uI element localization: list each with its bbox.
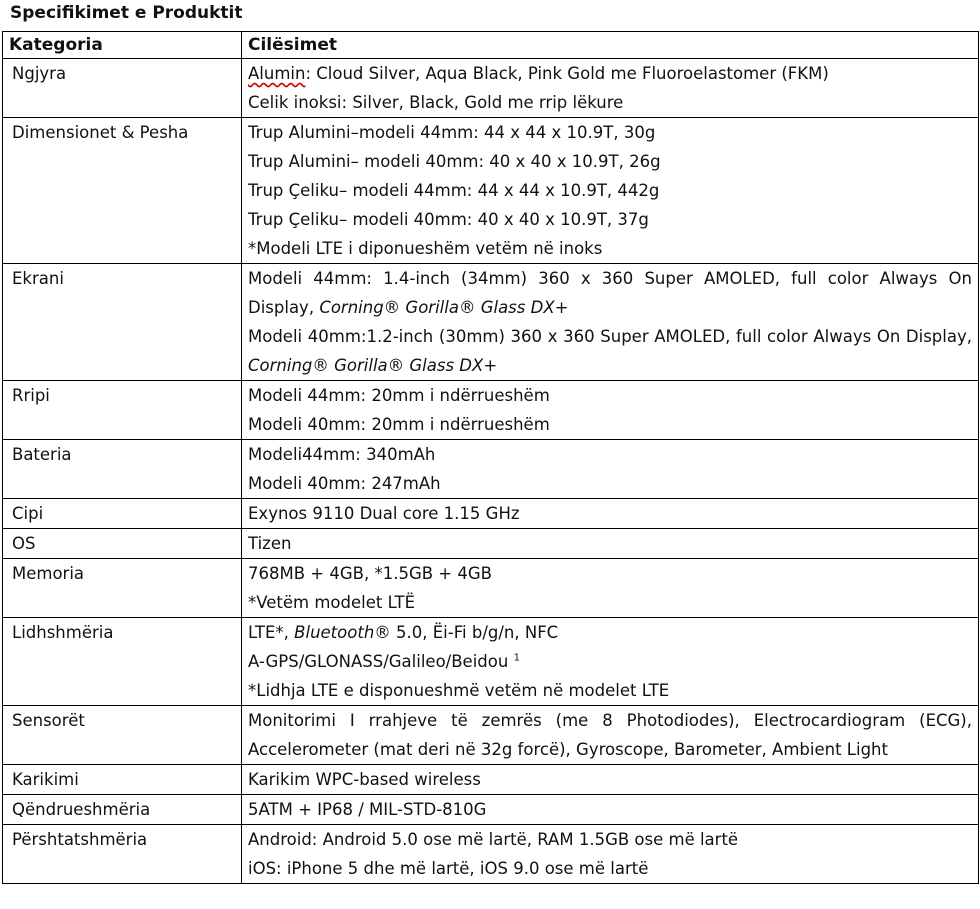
label-color: Ngjyra bbox=[3, 59, 242, 118]
display-line-2: Modeli 40mm:1.2-inch (30mm) 360 x 360 Super AMOLED, full color Always On Display, Corning® Gorilla® Glass DX+ bbox=[248, 327, 972, 375]
value-connectivity bbox=[242, 618, 979, 706]
charging-line-1: Karikim WPC-based wireless bbox=[248, 770, 481, 789]
dimensions-line-4: Trup Çeliku– modeli 40mm: 40 x 40 x 10.9T, 37g bbox=[248, 210, 649, 229]
compatibility-line-1: Android: Android 5.0 ose më lartë, RAM 1.5GB ose më lartë bbox=[248, 830, 739, 849]
value-compatibility bbox=[242, 825, 979, 884]
row-display bbox=[3, 264, 979, 381]
value-durability bbox=[242, 795, 979, 825]
label-connectivity: Lidhshmëria bbox=[3, 618, 242, 706]
row-compatibility bbox=[3, 825, 979, 884]
row-battery bbox=[3, 440, 979, 499]
header-row bbox=[3, 32, 979, 59]
header-category: Kategoria bbox=[3, 32, 242, 59]
color-line-2: Celik inoksi: Silver, Black, Gold me rrip lëkure bbox=[248, 93, 624, 112]
spellcheck-word: Alumin bbox=[248, 64, 306, 83]
label-os: OS bbox=[3, 529, 242, 559]
row-charging bbox=[3, 765, 979, 795]
row-connectivity bbox=[3, 618, 979, 706]
label-durability: Qëndrueshmëria bbox=[3, 795, 242, 825]
value-display bbox=[242, 264, 979, 381]
row-strap bbox=[3, 381, 979, 440]
row-os bbox=[3, 529, 979, 559]
row-color bbox=[3, 59, 979, 118]
label-battery: Bateria bbox=[3, 440, 242, 499]
label-display: Ekrani bbox=[3, 264, 242, 381]
memory-line-2: *Vetëm modelet LTË bbox=[248, 593, 416, 612]
value-dimensions bbox=[242, 118, 979, 264]
dimensions-line-1: Trup Alumini–modeli 44mm: 44 x 44 x 10.9T, 30g bbox=[248, 123, 656, 142]
os-line-1: Tizen bbox=[248, 534, 292, 553]
table-title: Specifikimet e Produktit bbox=[10, 3, 243, 23]
value-sensors bbox=[242, 706, 979, 765]
value-charging bbox=[242, 765, 979, 795]
label-compatibility: Përshtatshmëria bbox=[3, 825, 242, 884]
label-chip: Cipi bbox=[3, 499, 242, 529]
color-line-1: : Cloud Silver, Aqua Black, Pink Gold me Fluoroelastomer (FKM) bbox=[305, 64, 829, 83]
durability-line-1: 5ATM + IP68 / MIL-STD-810G bbox=[248, 800, 487, 819]
value-color bbox=[242, 59, 979, 118]
sensors-line-1: Monitorimi I rrahjeve të zemrës (me 8 Photodiodes), Electrocardiogram (ECG), Accelerometer (mat deri në 32g forcë), Gyroscope, Barometer, Ambient Light bbox=[248, 711, 972, 759]
compatibility-line-2: iOS: iPhone 5 dhe më lartë, iOS 9.0 ose më lartë bbox=[248, 859, 649, 878]
spec-table bbox=[2, 31, 979, 884]
connectivity-line-2: A-GPS/GLONASS/Galileo/Beidou $^1$ bbox=[248, 652, 520, 671]
connectivity-line-3: *Lidhja LTE e disponueshmë vetëm në modelet LTE bbox=[248, 681, 670, 700]
row-dimensions bbox=[3, 118, 979, 264]
value-memory bbox=[242, 559, 979, 618]
chip-line-1: Exynos 9110 Dual core 1.15 GHz bbox=[248, 504, 520, 523]
row-memory bbox=[3, 559, 979, 618]
dimensions-line-3: Trup Çeliku– modeli 44mm: 44 x 44 x 10.9T, 442g bbox=[248, 181, 660, 200]
label-strap: Rripi bbox=[3, 381, 242, 440]
row-chip bbox=[3, 499, 979, 529]
footnote-marker: 1 bbox=[513, 652, 520, 664]
label-dimensions: Dimensionet & Pesha bbox=[3, 118, 242, 264]
connectivity-line-1: LTE*, Bluetooth® 5.0, Ëi-Fi b/g/n, NFC bbox=[248, 623, 559, 642]
row-durability bbox=[3, 795, 979, 825]
value-os bbox=[242, 529, 979, 559]
header-settings: Cilësimet bbox=[242, 32, 979, 59]
value-strap bbox=[242, 381, 979, 440]
row-sensors bbox=[3, 706, 979, 765]
battery-line-1: Modeli44mm: 340mAh bbox=[248, 445, 436, 464]
label-sensors: Sensorët bbox=[3, 706, 242, 765]
strap-line-2: Modeli 40mm: 20mm i ndërrueshëm bbox=[248, 415, 550, 434]
dimensions-line-5: *Modeli LTE i diponueshëm vetëm në inoks bbox=[248, 239, 603, 258]
label-charging: Karikimi bbox=[3, 765, 242, 795]
label-memory: Memoria bbox=[3, 559, 242, 618]
value-chip bbox=[242, 499, 979, 529]
dimensions-line-2: Trup Alumini– modeli 40mm: 40 x 40 x 10.9T, 26g bbox=[248, 152, 661, 171]
battery-line-2: Modeli 40mm: 247mAh bbox=[248, 474, 441, 493]
value-battery bbox=[242, 440, 979, 499]
memory-line-1: 768MB + 4GB, *1.5GB + 4GB bbox=[248, 564, 492, 583]
display-line-1: Modeli 44mm: 1.4-inch (34mm) 360 x 360 Super AMOLED, full color Always On Display, Corning® Gorilla® Glass DX+ bbox=[248, 269, 972, 317]
strap-line-1: Modeli 44mm: 20mm i ndërrueshëm bbox=[248, 386, 550, 405]
